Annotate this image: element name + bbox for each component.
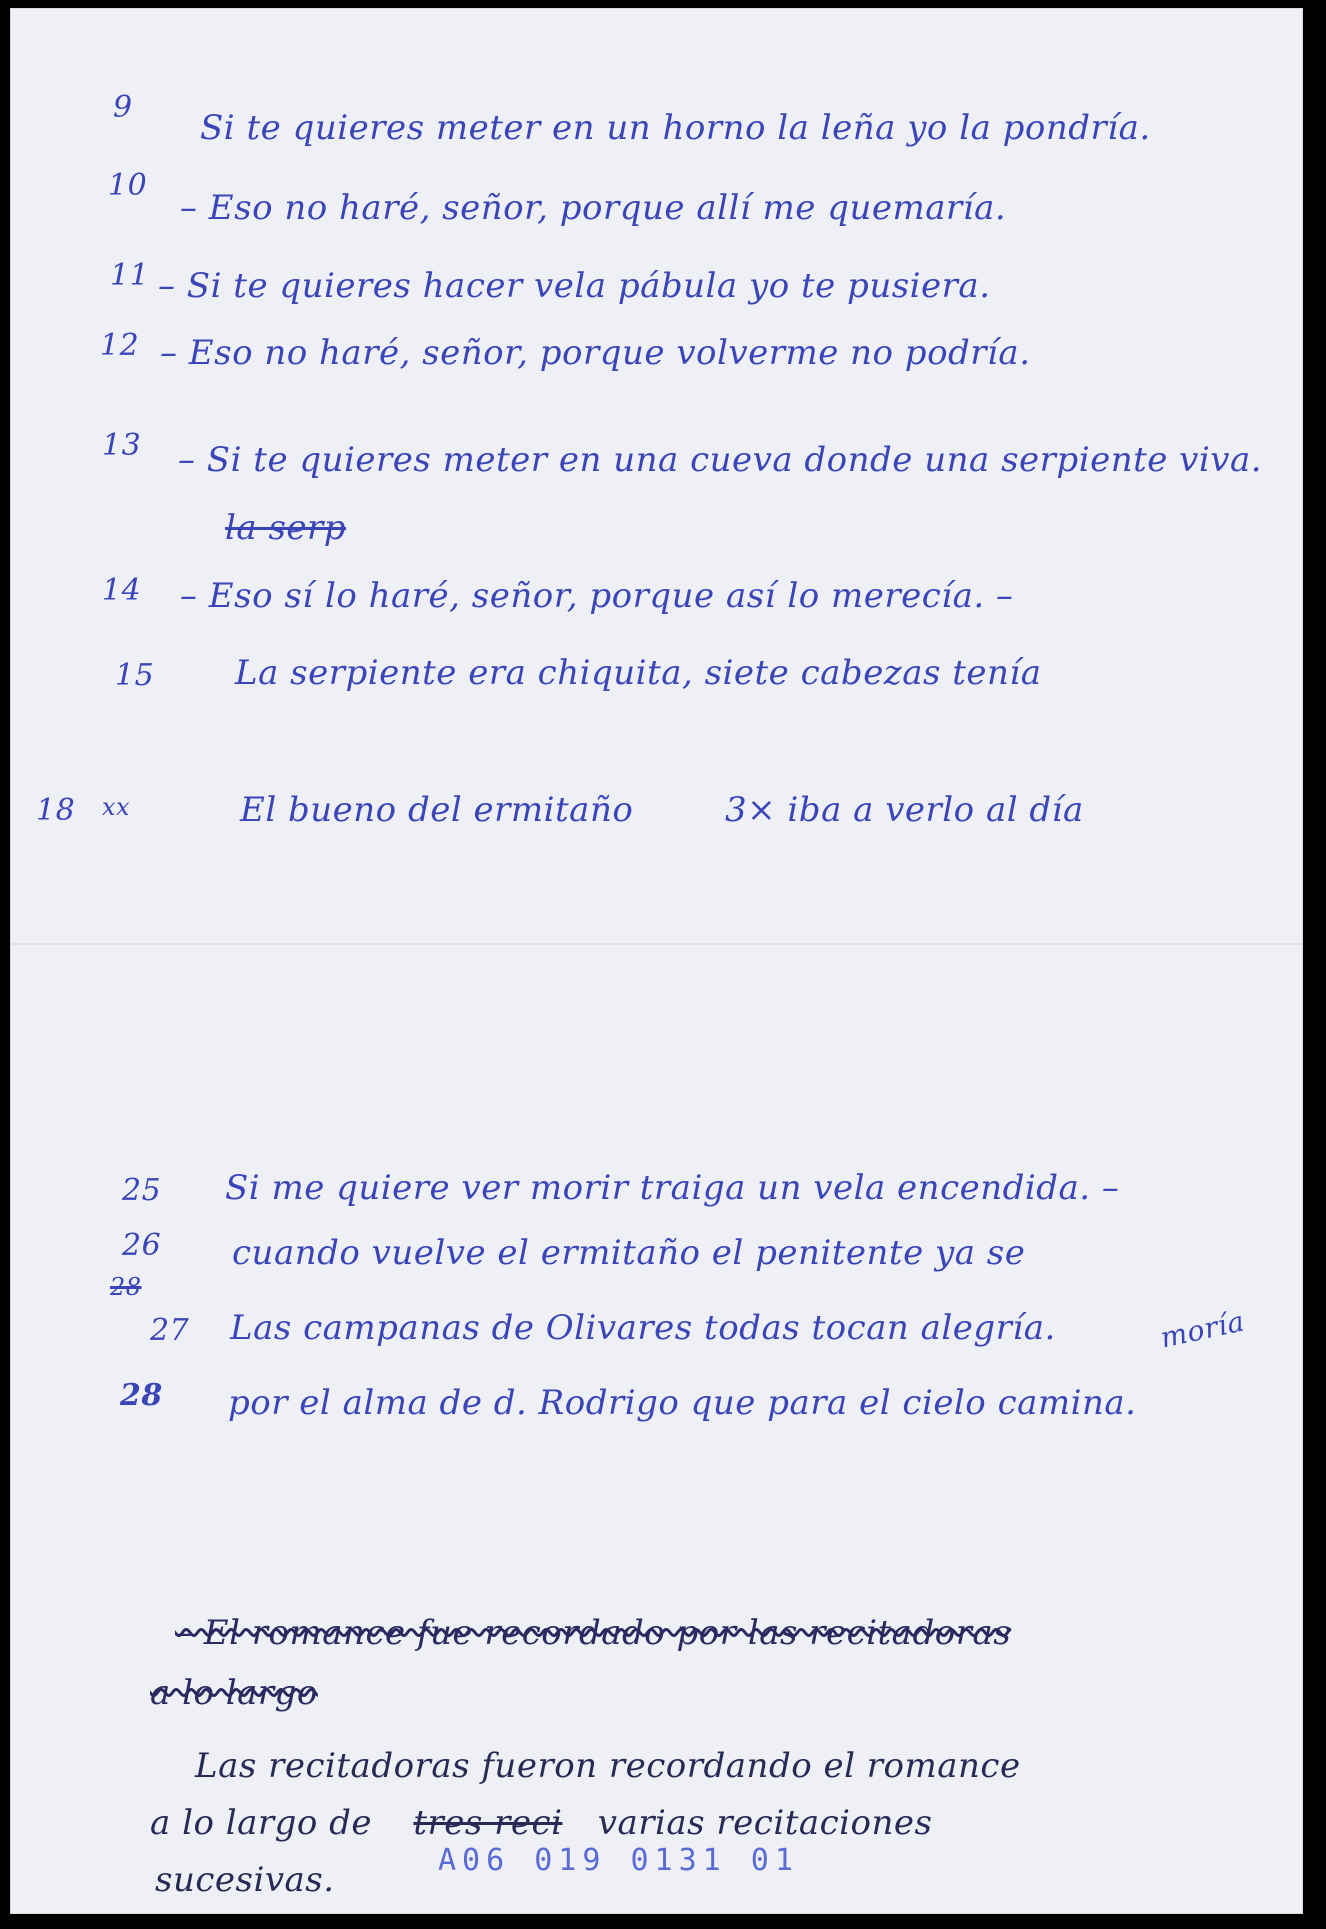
line-number: 11 [110, 258, 150, 293]
struck-note: a lo largo [150, 1673, 318, 1713]
verse-line: – Eso no haré, señor, porque allí me quemaría. [180, 188, 1007, 228]
verse-line: Si te quieres meter en un horno la leña yo la pondría. [200, 108, 1151, 148]
line-number: 27 [150, 1313, 190, 1348]
line-number: 28 [120, 1378, 163, 1413]
verse-line-continued: 3× iba a verlo al día [725, 790, 1084, 830]
line-number: 18 [36, 793, 76, 828]
verse-line: – Eso no haré, señor, porque volverme no podría. [160, 333, 1031, 373]
line-number: 10 [108, 168, 148, 203]
verse-line: – Si te quieres hacer vela pábula yo te pusiera. [158, 266, 991, 306]
line-marks: xx [102, 793, 131, 821]
margin-insertion: moría [1157, 1304, 1248, 1355]
verse-line: – Si te quieres meter en una cueva donde una serpiente viva. [178, 440, 1263, 480]
line-number: 12 [100, 328, 140, 363]
verse-line: El bueno del ermitaño [240, 790, 634, 830]
verse-line: por el alma de d. Rodrigo que para el cielo camina. [228, 1383, 1137, 1423]
line-number: 9 [113, 90, 133, 125]
verse-line: Las campanas de Olivares todas tocan alegría. [230, 1308, 1056, 1348]
line-number: 26 [122, 1228, 162, 1263]
archive-stamp: A06 019 0131 01 [438, 1843, 799, 1878]
struck-note: – El romance fue recordado por las recitadoras [175, 1613, 1012, 1653]
paper-fold-line [10, 943, 1303, 945]
line-number: 14 [102, 573, 142, 608]
verse-line: – Eso sí lo haré, señor, porque así lo merecía. – [180, 576, 1014, 616]
struck-line-number: 28 [110, 1273, 142, 1301]
verse-line: Si me quiere ver morir traiga un vela encendida. – [225, 1168, 1120, 1208]
verse-line: cuando vuelve el ermitaño el penitente ya se [232, 1233, 1026, 1273]
verse-line: La serpiente era chiquita, siete cabezas tenía [235, 653, 1042, 693]
line-number: 25 [122, 1173, 162, 1208]
line-number: 13 [102, 428, 142, 463]
note-line [150, 1803, 933, 1843]
note-fragment: varias recitaciones [597, 1803, 933, 1843]
line-number: 15 [115, 658, 155, 693]
note-line: Las recitadoras fueron recordando el romance [195, 1746, 1021, 1786]
struck-fragment: tres reci [413, 1803, 563, 1843]
struck-fragment: la serp [225, 508, 347, 548]
note-fragment: a lo largo de [150, 1803, 373, 1843]
manuscript-page [10, 8, 1303, 1914]
note-line: sucesivas. [155, 1860, 335, 1900]
